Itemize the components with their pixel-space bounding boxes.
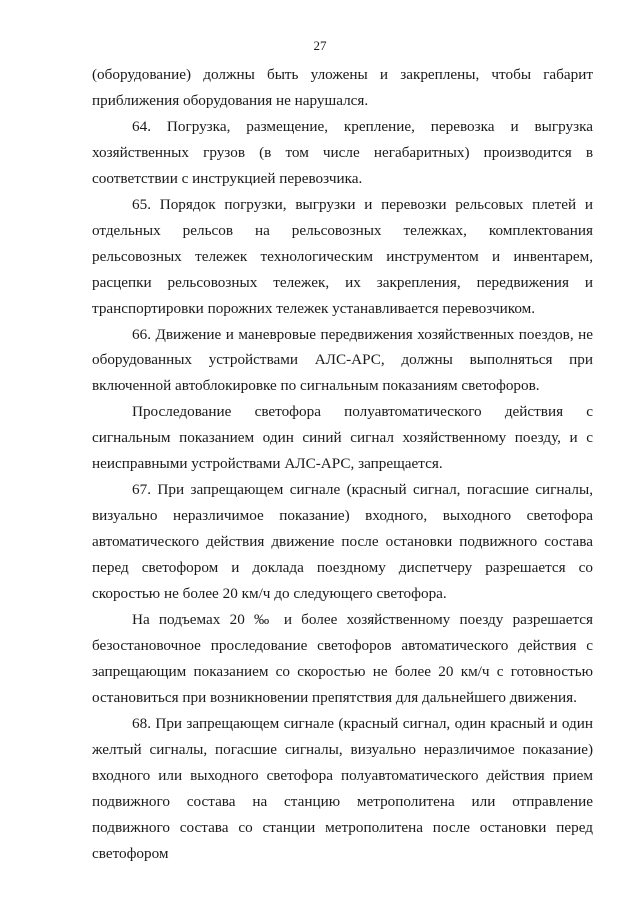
paragraph-66-signal-pass: Проследование светофора полуавтоматического действия с сигнальным показанием один синий сигнал хозяйственному поезду, и с неисправными устройствами АЛС-АРС, запрещается. [92, 403, 593, 473]
paragraph-67: 67. При запрещающем сигнале (красный сигнал, погасшие сигналы, визуально неразличимое показание) входного, выходного светофора автоматического действия движение после остановки подвижного состава перед светофором и доклада поездному диспетчеру разрешается со скоростью не более 20 км/ч до следующего светофора. [92, 481, 593, 603]
paragraph-64: 64. Погрузка, размещение, крепление, перевозка и выгрузка хозяйственных грузов (в том числе негабаритных) производится в соответствии с инструкцией перевозчика. [92, 117, 593, 187]
paragraph-65: 65. Порядок погрузки, выгрузки и перевозки рельсовых плетей и отдельных рельсов на рельсовозных тележках, комплектования рельсовозных тележек технологическим инструментом и инвентарем, расцепки рельсовозных тележек, их закрепления, передвижения и транспортировки порожних тележек устанавливается перевозчиком. [92, 195, 593, 317]
body-text [92, 62, 593, 867]
paragraph-67-grades: На подъемах 20 ‰ и более хозяйственному поезду разрешается безостановочное проследование светофоров автоматического действия с запрещающим показанием со скоростью не более 20 км/ч с готовностью остановиться при возникновении препятствия для дальнейшего движения. [92, 611, 593, 706]
paragraph-66: 66. Движение и маневровые передвижения хозяйственных поездов, не оборудованных устройствами АЛС-АРС, должны выполняться при включенной автоблокировке по сигнальным показаниям светофоров. [92, 325, 593, 395]
page-number: 27 [313, 38, 327, 53]
paragraph-68: 68. При запрещающем сигнале (красный сигнал, один красный и один желтый сигналы, погасшие сигналы, визуально неразличимое показание) входного или выходного светофора полуавтоматического действия прием подвижного состава на станцию метрополитена или отправление подвижного состава со станции метрополитена после остановки перед светофором [92, 714, 593, 862]
paragraph-continuation: (оборудование) должны быть уложены и закреплены, чтобы габарит приближения оборудования не нарушался. [92, 66, 593, 109]
